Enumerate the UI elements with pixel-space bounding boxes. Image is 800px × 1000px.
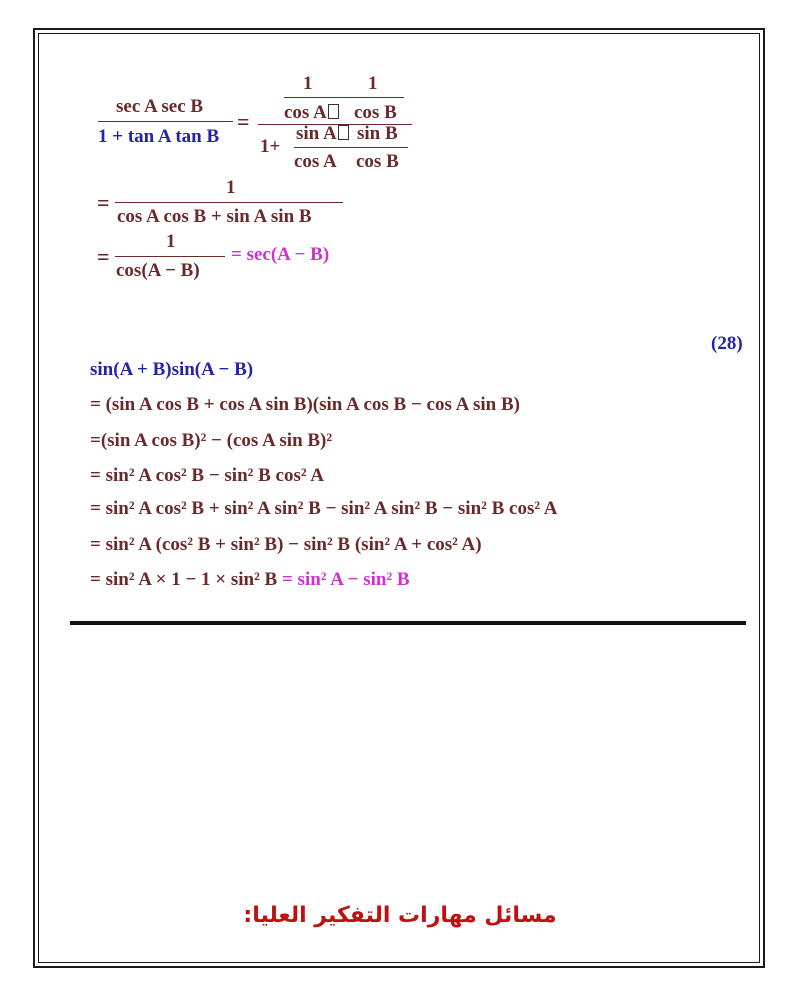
equals-sign-3: =	[97, 244, 110, 269]
inner-fraction-bar-top	[284, 97, 404, 98]
cosA-top: cos A	[284, 103, 340, 123]
step3-fraction-bar	[115, 256, 225, 257]
sinB-bottom: sin B	[357, 123, 398, 144]
proof-line-1: sin(A + B)sin(A − B)	[90, 359, 254, 380]
cosB-bottom: cos B	[356, 151, 399, 172]
lhs-numerator: sec A sec B	[116, 96, 204, 117]
cosA-bottom: cos A	[294, 151, 337, 172]
step2-fraction-bar	[115, 202, 343, 203]
equals-sign-2: =	[97, 190, 110, 215]
proof-line-7: = sin² A × 1 − 1 × sin² B = sin² A − sin² B	[90, 569, 410, 590]
step3-result: = sec(A − B)	[231, 244, 330, 265]
problem-number: (28)	[711, 333, 743, 354]
proof-result: = sin² A − sin² B	[281, 569, 410, 590]
step2-numerator: 1	[226, 177, 236, 198]
lhs-denominator: 1 + tan A tan B	[98, 126, 220, 147]
inner-fraction-bar-bottom	[294, 147, 408, 148]
step3-numerator: 1	[166, 231, 176, 252]
section-divider	[70, 621, 746, 625]
cosB-top: cos B	[354, 102, 397, 123]
one-left: 1	[303, 73, 313, 94]
sinA-bottom: sin A	[296, 124, 350, 144]
step3-denominator: cos(A − B)	[116, 260, 200, 281]
missing-glyph-box	[328, 104, 339, 119]
one-plus: 1+	[260, 136, 281, 157]
proof-line-4: = sin² A cos² B − sin² B cos² A	[90, 465, 324, 486]
proof-line-5: = sin² A cos² B + sin² A sin² B − sin² A sin² B − sin² B cos² A	[90, 498, 558, 519]
step2-denominator: cos A cos B + sin A sin B	[117, 206, 312, 227]
proof-line-2: = (sin A cos B + cos A sin B)(sin A cos B − cos A sin B)	[90, 394, 520, 415]
section-heading: مسائل مهارات التفكير العليا:	[243, 903, 557, 928]
proof-line-3: =(sin A cos B)² − (cos A sin B)²	[90, 430, 333, 451]
equals-sign: =	[237, 109, 250, 134]
one-right: 1	[368, 73, 378, 94]
proof-line-6: = sin² A (cos² B + sin² B) − sin² B (sin² A + cos² A)	[90, 534, 482, 555]
lhs-fraction-bar	[98, 121, 233, 122]
missing-glyph-box	[338, 125, 349, 140]
